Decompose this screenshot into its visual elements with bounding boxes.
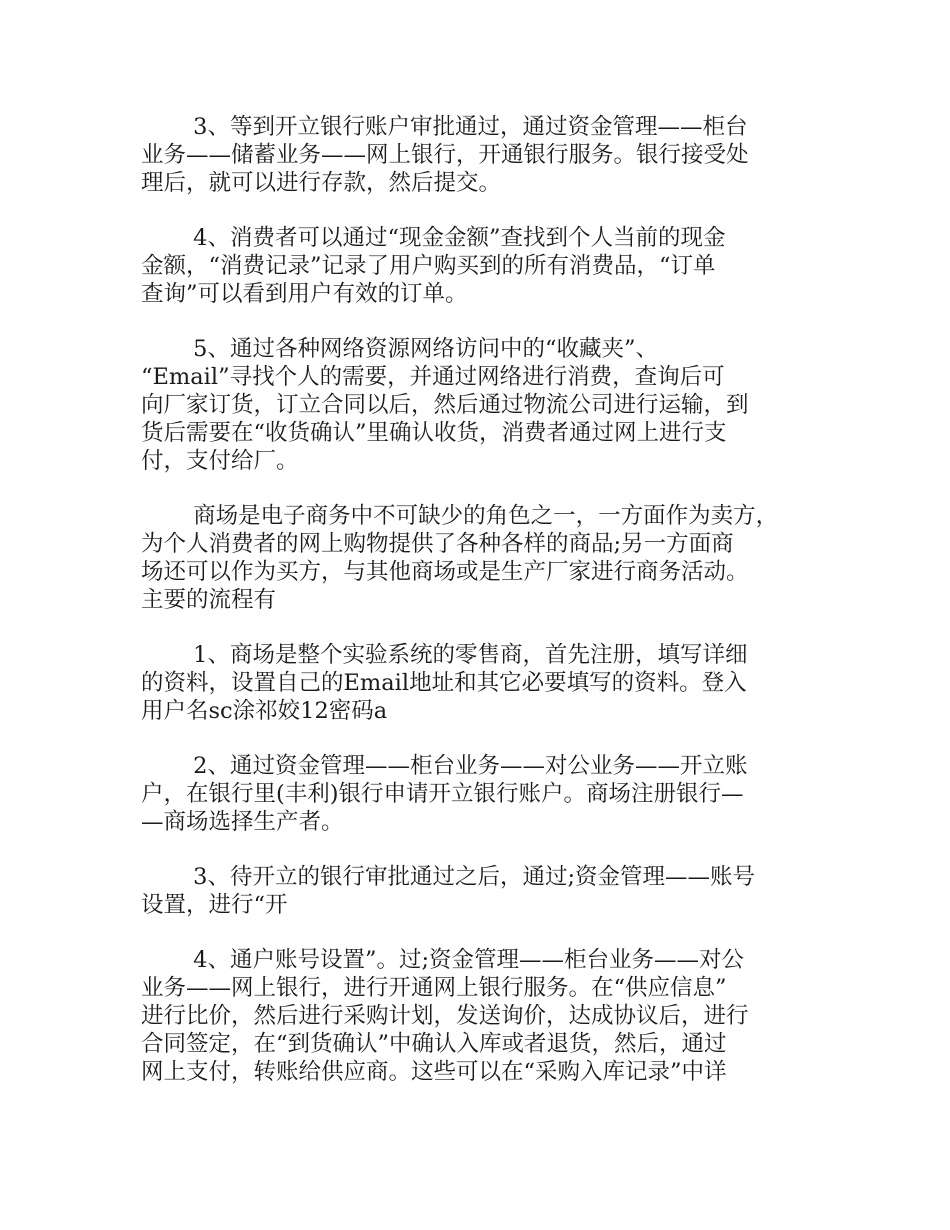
text-line: —商场选择生产者。: [141, 809, 344, 835]
paragraph: [141, 946, 831, 1086]
text-line: 理后，就可以进行存款，然后提交。: [141, 170, 502, 196]
text-line: 用户名sc涂祁姣12密码a: [141, 698, 388, 724]
paragraph: [141, 641, 831, 725]
text-line: 业务——储蓄业务——网上银行，开通银行服务。银行接受处: [141, 142, 749, 168]
text-line: 场还可以作为买方，与其他商场或是生产厂家进行商务活动。: [141, 559, 749, 585]
paragraph: [141, 335, 831, 475]
text-line: 3、待开立的银行审批通过之后，通过;资金管理——账号: [141, 864, 756, 890]
text-line: 3、等到开立银行账户审批通过，通过资金管理——柜台: [141, 114, 748, 140]
text-line: 网上支付，转账给供应商。这些可以在“采购入库记录”中详: [141, 1059, 727, 1085]
text-line: 4、通户账号设置”。过;资金管理——柜台业务——对公: [141, 947, 745, 973]
text-line: 设置，进行“开: [141, 892, 288, 918]
paragraph: [141, 224, 831, 308]
text-line: “Email”寻找个人的需要，并通过网络进行消费，查询后可: [141, 364, 725, 390]
text-line: 主要的流程有: [141, 587, 277, 613]
text-line: 金额，“消费记录”记录了用户购买到的所有消费品，“订单: [141, 253, 716, 279]
text-line: 4、消费者可以通过“现金金额”查找到个人当前的现金: [141, 225, 726, 251]
text-line: 为个人消费者的网上购物提供了各种各样的商品;另一方面商: [141, 531, 734, 557]
text-line: 户，在银行里(丰利)银行申请开立银行账户。商场注册银行—: [141, 781, 744, 807]
text-line: 商场是电子商务中不可缺少的角色之一，一方面作为卖方，: [141, 503, 779, 529]
text-line: 付，支付给厂。: [141, 448, 299, 474]
paragraph: [141, 752, 831, 836]
paragraph: [141, 502, 831, 614]
text-line: 1、商场是整个实验系统的零售商，首先注册，填写详细: [141, 642, 748, 668]
document-body: [141, 113, 831, 1113]
text-line: 的资料，设置自己的Email地址和其它必要填写的资料。登入: [141, 670, 747, 696]
text-line: 向厂家订货，订立合同以后，然后通过物流公司进行运输，到: [141, 392, 749, 418]
paragraph: [141, 113, 831, 197]
text-line: 业务——网上银行，进行开通网上银行服务。在“供应信息”: [141, 975, 727, 1001]
text-line: 2、通过资金管理——柜台业务——对公业务——开立账: [141, 753, 748, 779]
text-line: 进行比价，然后进行采购计划，发送询价，达成协议后，进行: [141, 1003, 749, 1029]
text-line: 货后需要在“收货确认”里确认收货，消费者通过网上进行支: [141, 420, 727, 446]
text-line: 查询”可以看到用户有效的订单。: [141, 281, 468, 307]
paragraph: [141, 863, 831, 919]
text-line: 5、通过各种网络资源网络访问中的“收藏夹”、: [141, 336, 658, 362]
text-line: 合同签定，在“到货确认”中确认入库或者退货，然后，通过: [141, 1031, 727, 1057]
